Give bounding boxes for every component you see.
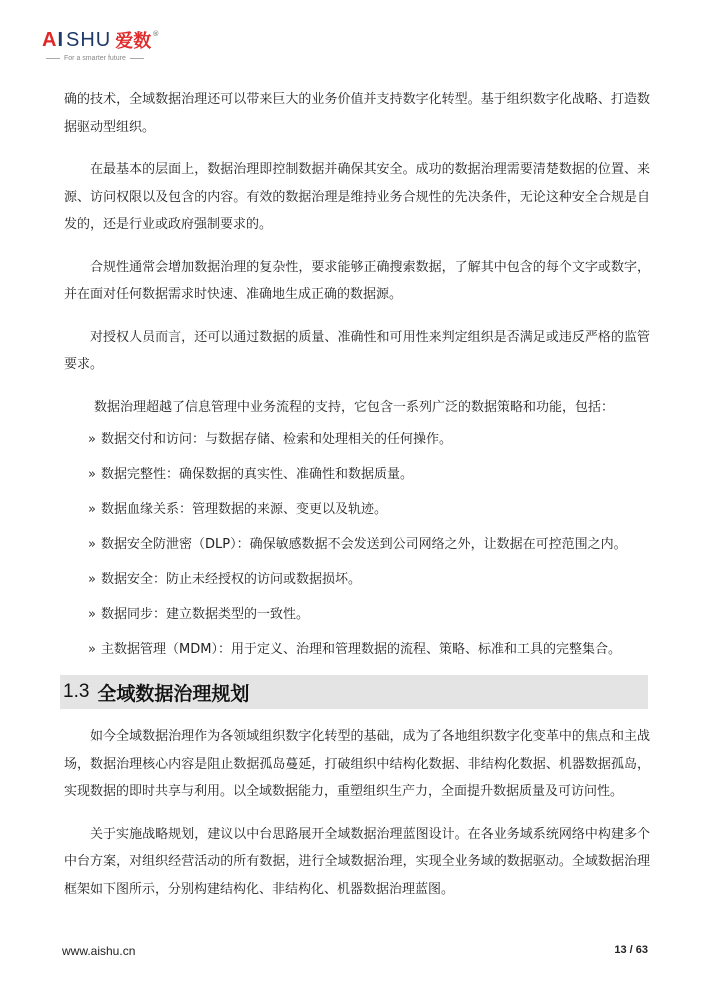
bullet-mark: » [88, 607, 96, 622]
paragraph-6: 如今全域数据治理作为各领域组织数字化转型的基础，成为了各地组织数字化变革中的焦点和主战场，数据治理核心内容是阻止数据孤岛蔓延，打破组织中结构化数据、非结构化数据、机器数据孤岛，实现数据的即时共享与利用。以全域数据能力，重塑组织生产力，全面提升数据质量及可访问性。 [64, 729, 650, 799]
logo-shu: SHU [66, 28, 112, 51]
list-item-text: 数据交付和访问：与数据存储、检索和处理相关的任何操作。 [101, 432, 453, 447]
list-item [64, 605, 650, 625]
list-item-text: 数据血缘关系：管理数据的来源、变更以及轨迹。 [101, 502, 388, 517]
list-item-text: 数据完整性：确保数据的真实性、准确性和数据质量。 [101, 467, 414, 482]
tagline-rule-right [130, 58, 144, 59]
list-item-text: 数据安全：防止未经授权的访问或数据损坏。 [101, 572, 362, 587]
tagline-rule-left [46, 58, 60, 59]
list-item [64, 570, 650, 590]
paragraph-7: 关于实施战略规划，建议以中台思路展开全域数据治理蓝图设计。在各业务域系统网络中构建多个中台方案，对组织经营活动的所有数据，进行全域数据治理，实现全业务域的数据驱动。全域数据治理框架如下图所示，分别构建结构化、非结构化、机器数据治理蓝图。 [64, 826, 650, 897]
list-item [64, 430, 650, 450]
section-heading [60, 675, 648, 709]
bullet-mark: » [88, 572, 96, 587]
section-number: 1.3 [63, 681, 90, 702]
section-title: 全域数据治理规划 [97, 682, 250, 705]
bullet-mark: » [88, 502, 96, 517]
paragraph-1: 确的技术，全域数据治理还可以带来巨大的业务价值并支持数字化转型。基于组织数字化战略、打造数据驱动型组织。 [64, 92, 650, 135]
header [42, 28, 242, 68]
tagline-text: For a smarter future [64, 55, 126, 62]
page-content [64, 86, 650, 918]
bullet-mark: » [88, 467, 96, 482]
bullet-mark: » [88, 432, 96, 447]
list-item [64, 535, 650, 555]
list-item [64, 465, 650, 485]
footer [62, 944, 648, 960]
logo-cn: 爱数 [115, 31, 152, 52]
list-item-text: 数据同步：建立数据类型的一致性。 [101, 607, 310, 622]
tagline [42, 55, 242, 62]
list-item-text: 主数据管理（MDM）：用于定义、治理和管理数据的流程、策略、标准和工具的完整集合。 [101, 642, 621, 657]
list-item [64, 640, 650, 660]
paragraph-5: 数据治理超越了信息管理中业务流程的支持，它包含一系列广泛的数据策略和功能，包括： [94, 399, 615, 415]
paragraph-4: 对授权人员而言，还可以通过数据的质量、准确性和可用性来判定组织是否满足或违反严格的监管要求。 [64, 329, 650, 372]
page-number: 13 / 63 [614, 944, 648, 956]
aishu-logo [42, 28, 242, 52]
governance-capability-list [64, 430, 650, 660]
registered-mark: ® [152, 30, 160, 38]
bullet-mark: » [88, 642, 96, 657]
footer-url: www.aishu.cn [62, 944, 136, 958]
logo-ai: AI [42, 28, 65, 51]
paragraph-3: 合规性通常会增加数据治理的复杂性，要求能够正确搜索数据，了解其中包含的每个文字或数字，并在面对任何数据需求时快速、准确地生成正确的数据源。 [64, 259, 650, 302]
paragraph-2: 在最基本的层面上，数据治理即控制数据并确保其安全。成功的数据治理需要清楚数据的位置、来源、访问权限以及包含的内容。有效的数据治理是维持业务合规性的先决条件，无论这种安全合规是自发的，还是行业或政府强制要求的。 [64, 162, 650, 232]
list-item [64, 500, 650, 520]
list-item-text: 数据安全防泄密（DLP）：确保敏感数据不会发送到公司网络之外，让数据在可控范围之内。 [101, 537, 627, 552]
bullet-mark: » [88, 537, 96, 552]
